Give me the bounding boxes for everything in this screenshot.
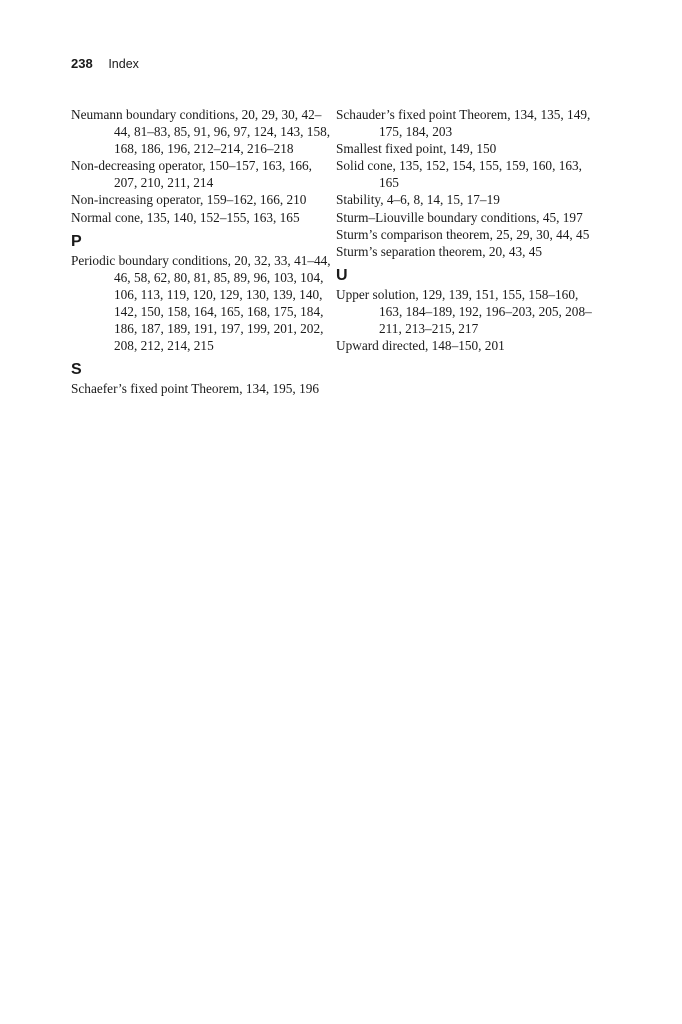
index-entry: Sturm’s comparison theorem, 25, 29, 30, 44, 45 [336, 226, 590, 242]
index-column-left [71, 106, 331, 397]
section-letter-u: U [336, 266, 348, 284]
index-entry: Neumann boundary conditions, 20, 29, 30, 42–44, 81–83, 85, 91, 96, 97, 124, 143, 158, 168, 186, 196, 212–214, 216–218 [71, 107, 331, 157]
index-entry: Periodic boundary conditions, 20, 32, 33, 41–44, 46, 58, 62, 80, 81, 85, 89, 96, 103, 104, 106, 113, 119, 120, 129, 130, 139, 140, 142, 150, 158, 164, 165, 168, 175, 184, 186, 187, 189, 191, 197, 199, 201, 202, 208, 212, 214, 215 [71, 252, 331, 354]
page-number: 238 [71, 56, 93, 71]
index-entry: Normal cone, 135, 140, 152–155, 163, 165 [71, 209, 300, 225]
index-entry: Solid cone, 135, 152, 154, 155, 159, 160, 163, 165 [336, 158, 582, 191]
index-entry: Schaefer’s fixed point Theorem, 134, 195, 196 [71, 381, 320, 397]
index-column-right [336, 106, 596, 354]
index-entry: Non-increasing operator, 159–162, 166, 210 [71, 192, 307, 208]
index-entry: Schauder’s fixed point Theorem, 134, 135, 149, 175, 184, 203 [336, 107, 591, 140]
index-entry: Sturm–Liouville boundary conditions, 45, 197 [336, 209, 583, 225]
running-title: Index [108, 57, 139, 71]
index-entry: Upward directed, 148–150, 201 [336, 338, 505, 354]
index-entry: Non-decreasing operator, 150–157, 163, 166, 207, 210, 211, 214 [71, 158, 312, 191]
index-entry: Smallest fixed point, 149, 150 [336, 141, 497, 157]
section-letter-s: S [71, 361, 82, 379]
index-entry: Upper solution, 129, 139, 151, 155, 158–160, 163, 184–189, 192, 196–203, 205, 208–211, 213–215, 217 [336, 286, 592, 337]
index-entry: Sturm’s separation theorem, 20, 43, 45 [336, 243, 543, 259]
index-entry: Stability, 4–6, 8, 14, 15, 17–19 [336, 192, 500, 208]
running-head [71, 55, 139, 73]
section-letter-p: P [71, 232, 82, 250]
